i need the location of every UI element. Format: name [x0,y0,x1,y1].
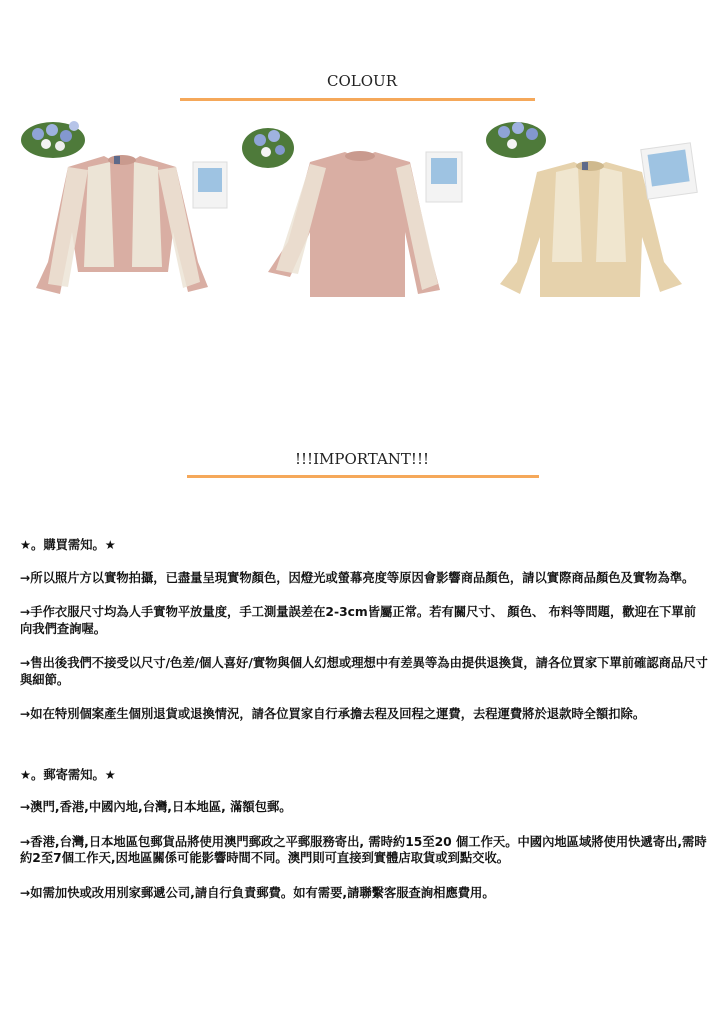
postcard-icon [641,143,697,199]
purchase-note-2: →手作衣服尺寸均為人手實物平放量度，手工測量誤差在2-3cm皆屬正常。若有關尺寸、 顏色、 布料等問題，歡迎在下單前向我們查詢喔。 [20,605,697,636]
purchase-note-3: →售出後我們不接受以尺寸/色差/個人喜好/實物與個人幻想或理想中有差異等為由提供退換貨，請各位買家下單前確認商品尺寸與細節。 [20,656,708,687]
shipping-notes-heading: ★。郵寄需知。★ [20,767,116,782]
postcard-icon [193,162,227,208]
important-divider [187,475,539,478]
notes-body [20,537,708,919]
colour-divider [180,98,535,101]
flower-bouquet-icon [242,128,294,168]
purchase-note-4: →如在特別個案產生個別退貨或退換情況，請各位買家自行承擔去程及回程之運費，去程運費將於退款時全額扣除。 [20,707,646,721]
product-photo-beige-front [482,112,712,342]
flower-bouquet-icon [486,122,546,158]
colour-title: COLOUR [327,72,397,90]
product-photo-pink-back [240,112,470,342]
shipping-note-1: →澳門,香港,中國內地,台灣,日本地區, 滿額包郵。 [20,800,292,814]
product-photo-pink-front [8,112,238,342]
purchase-notes-heading: ★。購買需知。★ [20,538,116,552]
important-title: !!!IMPORTANT!!! [294,450,430,468]
shipping-note-2: →香港,台灣,日本地區包郵貨品將使用澳門郵政之平郵服務寄出, 需時約15至20 個工作天。中國內地區域將使用快遞寄出,需時約2至7個工作天,因地區關係可能影響時間不同。澳門則可直接到實體店取貨或到點交收。 [20,834,707,865]
postcard-icon [426,152,462,202]
shipping-note-3: →如需加快或改用別家郵遞公司,請自行負責郵費。如有需要,請聯繫客服查詢相應費用。 [20,885,495,900]
purchase-note-1: →所以照片方以實物拍攝，已盡量呈現實物顏色，因燈光或螢幕亮度等原因會影響商品顏色，請以實際商品顏色及實物為準。 [20,570,695,585]
